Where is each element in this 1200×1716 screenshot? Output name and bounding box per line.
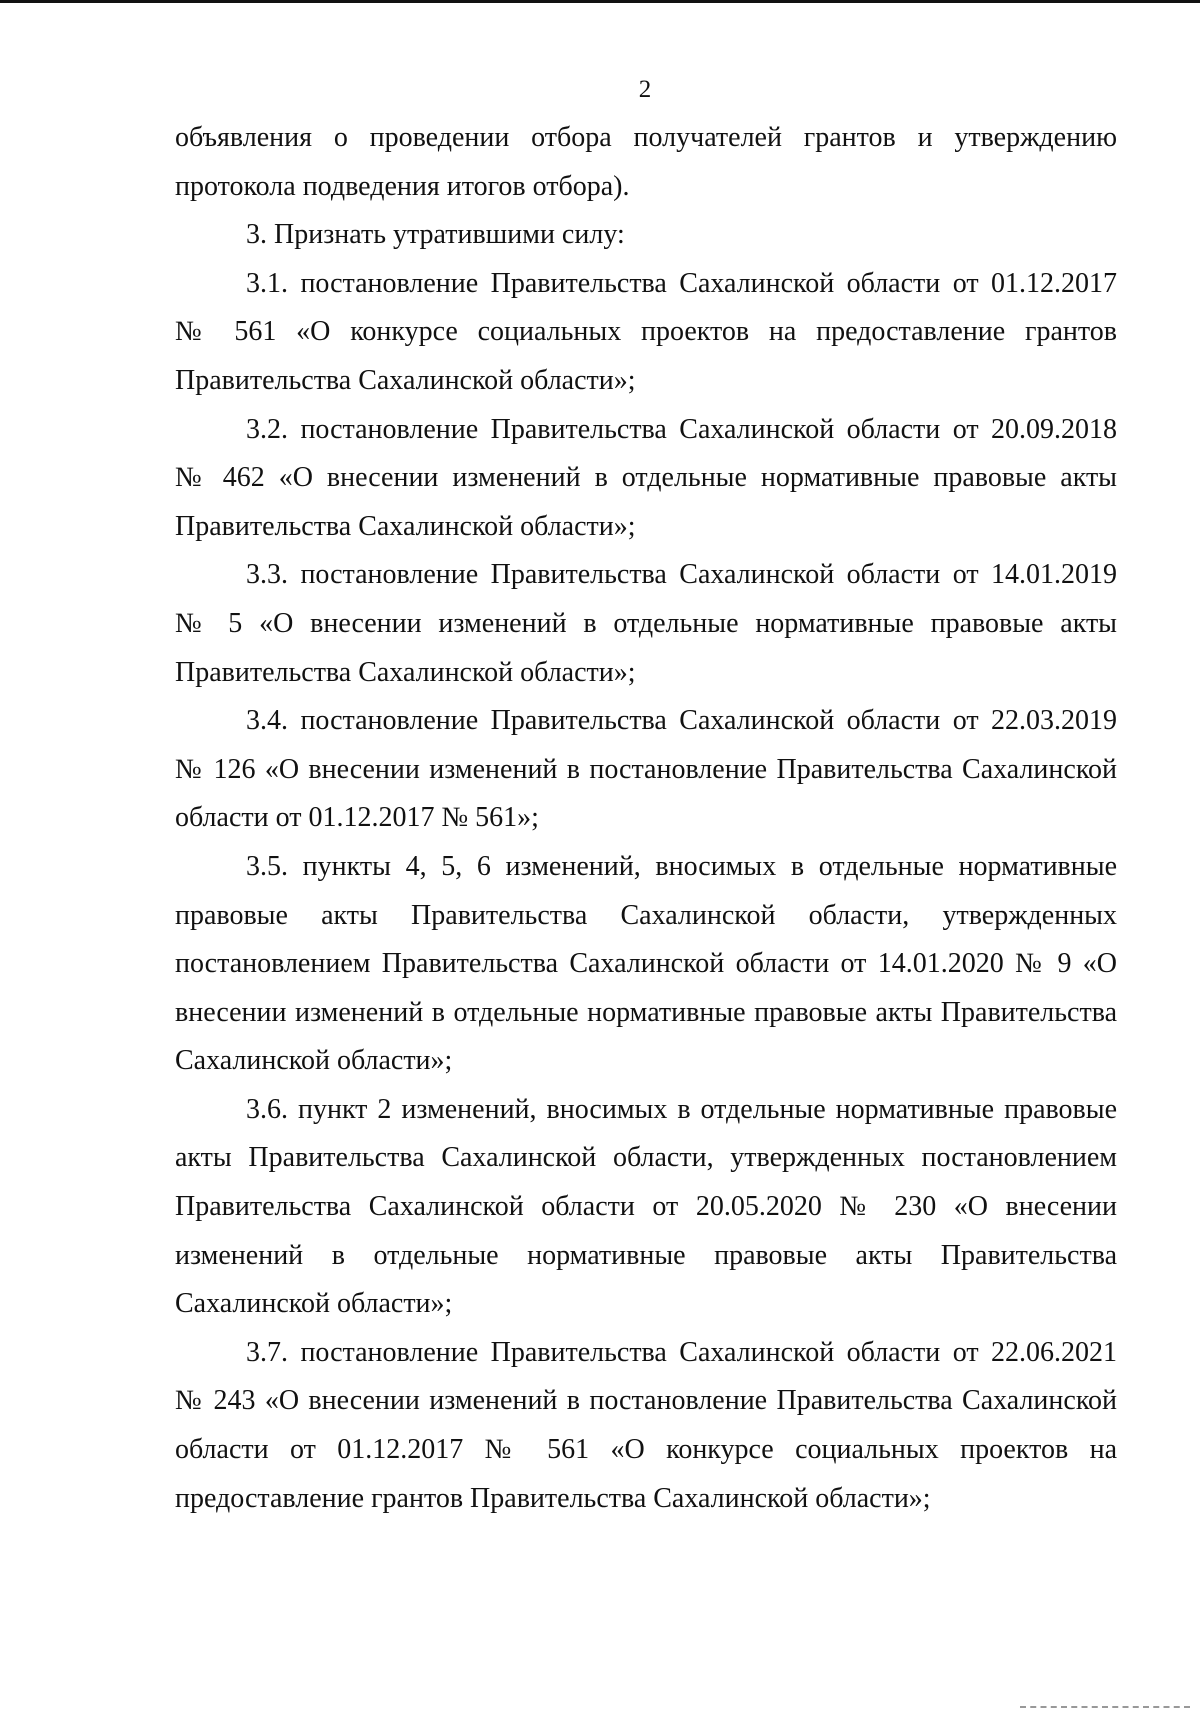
paragraph-item-3-7: 3.7. постановление Правительства Сахалинской области от 22.06.2021 № 243 «О внесении изменений в постановление Правительства Сахалинской области от 01.12.2017 № 561 «О конкурсе социальных проектов на предоставление грантов Правительства Сахалинской области»; <box>175 1336 1117 1514</box>
page-number: 2 <box>638 76 652 103</box>
paragraph-item-3-1: 3.1. постановление Правительства Сахалинской области от 01.12.2017 № 561 «О конкурсе социальных проектов на предоставление грантов Правительства Сахалинской области»; <box>175 267 1117 396</box>
paragraph-item-3-6: 3.6. пункт 2 изменений, вносимых в отдельные нормативные правовые акты Правительства Сахалинской области, утвержденных постановлением Правительства Сахалинской области от 20.05.2020 № 230 «О внесении изменений в отдельные нормативные правовые акты Правительства Сахалинской области»; <box>175 1093 1117 1320</box>
paragraph-item-3-2: 3.2. постановление Правительства Сахалинской области от 20.09.2018 № 462 «О внесении изменений в отдельные нормативные правовые акты Правительства Сахалинской области»; <box>175 413 1117 542</box>
paragraph-item-3-5: 3.5. пункты 4, 5, 6 изменений, вносимых в отдельные нормативные правовые акты Правительства Сахалинской области, утвержденных постановлением Правительства Сахалинской области от 14.01.2020 № 9 «О внесении изменений в отдельные нормативные правовые акты Правительства Сахалинской области»; <box>175 850 1117 1077</box>
paragraph-item-3-3: 3.3. постановление Правительства Сахалинской области от 14.01.2019 № 5 «О внесении изменений в отдельные нормативные правовые акты Правительства Сахалинской области»; <box>175 559 1117 688</box>
bottom-scan-marks <box>1020 1706 1190 1711</box>
paragraph-item-3-4: 3.4. постановление Правительства Сахалинской области от 22.03.2019 № 126 «О внесении изменений в постановление Правительства Сахалинской области от 01.12.2017 № 561»; <box>175 705 1117 834</box>
paragraph-continuation: объявления о проведении отбора получателей грантов и утверждению протокола подведения итогов отбора). <box>175 122 1117 202</box>
top-scan-edge <box>0 0 1200 3</box>
paragraph-item-3: 3. Признать утратившими силу: <box>246 219 625 251</box>
document-body <box>175 114 1117 1523</box>
